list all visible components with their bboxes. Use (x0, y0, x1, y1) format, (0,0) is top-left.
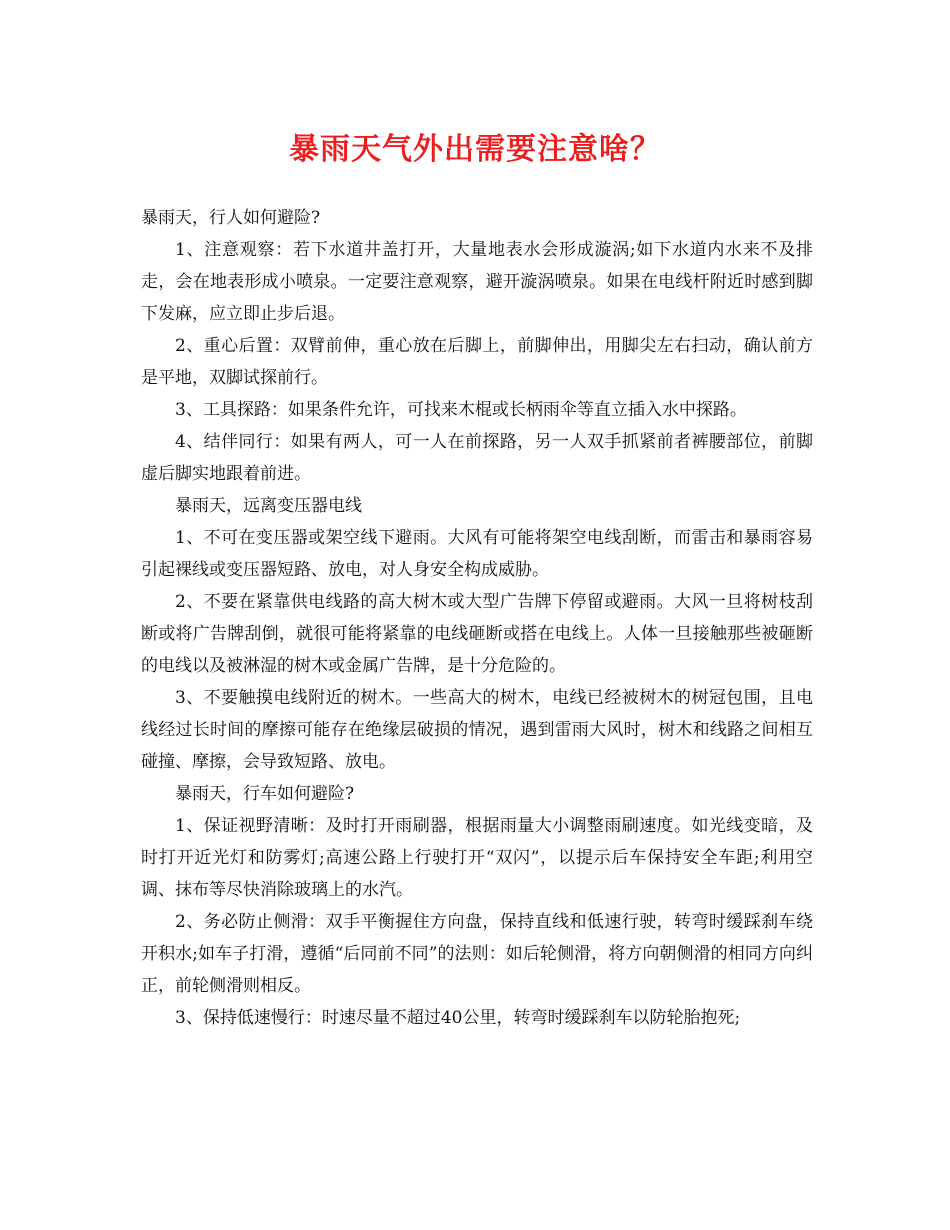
paragraph-low-speed: 3、保持低速慢行：时速尽量不超过40公里，转弯时缓踩刹车以防轮胎抱死; (175, 1008, 741, 1028)
document-body (141, 202, 813, 1034)
paragraph-walk-together: 4、结伴同行：如果有两人，可一人在前探路，另一人双手抓紧前者裤腰部位，前脚虚后脚实地跟着前进。 (141, 432, 813, 484)
paragraph-no-shelter-under-lines: 1、不可在变压器或架空线下避雨。大风有可能将架空电线刮断，而雷击和暴雨容易引起裸线或变压器短路、放电，对人身安全构成威胁。 (141, 528, 813, 580)
paragraph-prevent-skid: 2、务必防止侧滑：双手平衡握住方向盘，保持直线和低速行驶，转弯时缓踩刹车绕开积水;如车子打滑，遵循“后同前不同”的法则：如后轮侧滑，将方向朝侧滑的相同方向纠正，前轮侧滑则相反。 (141, 912, 813, 996)
paragraph-center-of-gravity: 2、重心后置：双臂前伸，重心放在后脚上，前脚伸出，用脚尖左右扫动，确认前方是平地，双脚试探前行。 (141, 336, 813, 388)
paragraph-dont-touch-trees: 3、不要触摸电线附近的树木。一些高大的树木，电线已经被树木的树冠包围，且电线经过长时间的摩擦可能存在绝缘层破损的情况，遇到雷雨大风时，树木和线路之间相互碰撞、摩擦，会导致短路、放电。 (141, 688, 813, 772)
paragraph-avoid-tall-trees: 2、不要在紧靠供电线路的高大树木或大型广告牌下停留或避雨。大风一旦将树枝刮断或将广告牌刮倒，就很可能将紧靠的电线砸断或搭在电线上。人体一旦接触那些被砸断的电线以及被淋湿的树木或金属广告牌，是十分危险的。 (141, 592, 813, 676)
section-heading-transformer: 暴雨天，远离变压器电线 (175, 496, 362, 516)
page-title: 暴雨天气外出需要注意啥？ (289, 132, 661, 167)
paragraph-clear-view: 1、保证视野清晰：及时打开雨刷器，根据雨量大小调整雨刷速度。如光线变暗，及时打开近光灯和防雾灯;高速公路上行驶打开“双闪”，以提示后车保持安全车距;利用空调、抹布等尽快消除玻璃上的水汽。 (141, 816, 813, 900)
section-heading-driving: 暴雨天，行车如何避险? (175, 784, 355, 804)
section-heading-pedestrian: 暴雨天，行人如何避险? (141, 208, 321, 228)
paragraph-observe: 1、注意观察：若下水道井盖打开，大量地表水会形成漩涡;如下水道内水来不及排走，会在地表形成小喷泉。一定要注意观察，避开漩涡喷泉。如果在电线杆附近时感到脚下发麻，应立即止步后退。 (141, 240, 813, 324)
paragraph-tool-probe: 3、工具探路：如果条件允许，可找来木棍或长柄雨伞等直立插入水中探路。 (175, 400, 747, 420)
